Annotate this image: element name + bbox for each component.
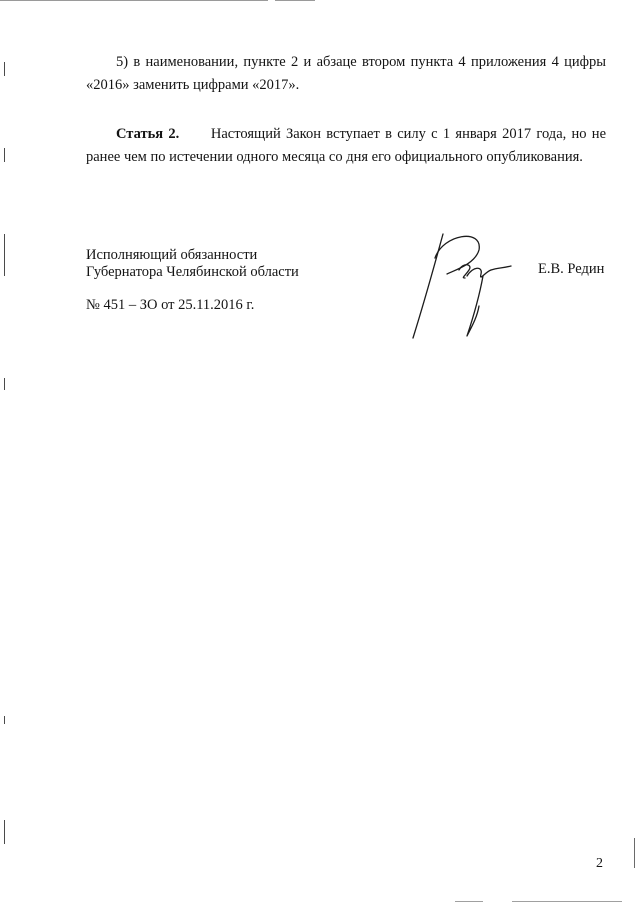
handwritten-signature	[405, 228, 530, 343]
scan-edge-line	[0, 0, 268, 1]
item-text: в наименовании, пункте 2 и абзаце втором пункта 4 приложения 4 цифры «2016» заменить цифрами «2017».	[86, 54, 606, 93]
scan-margin-mark	[4, 378, 5, 390]
scan-edge-line	[512, 901, 622, 902]
item-number: 5)	[116, 54, 129, 70]
list-item-5	[86, 51, 606, 97]
signatory-line-2: Губернатора Челябинской области	[86, 264, 299, 280]
article-2	[86, 123, 606, 169]
signatory-title	[86, 247, 299, 281]
scan-margin-mark	[4, 62, 5, 76]
scan-edge-line	[455, 901, 483, 902]
scan-margin-mark	[4, 234, 5, 276]
scan-margin-mark	[4, 148, 5, 162]
signatory-line-1: Исполняющий обязанности	[86, 247, 258, 263]
scan-margin-mark	[634, 838, 635, 868]
scan-edge-line	[275, 0, 315, 1]
signatory-name: Е.В. Редин	[538, 261, 605, 277]
article-label: Статья 2.	[116, 126, 180, 142]
page-number: 2	[596, 856, 603, 871]
article-text: Настоящий Закон вступает в силу с 1 января 2017 года, но не ранее чем по истечении одного месяца со дня его официального опубликования.	[86, 126, 606, 165]
scan-margin-mark	[4, 716, 5, 724]
scan-margin-mark	[4, 820, 5, 844]
law-number: № 451 – ЗО от 25.11.2016 г.	[86, 297, 255, 313]
